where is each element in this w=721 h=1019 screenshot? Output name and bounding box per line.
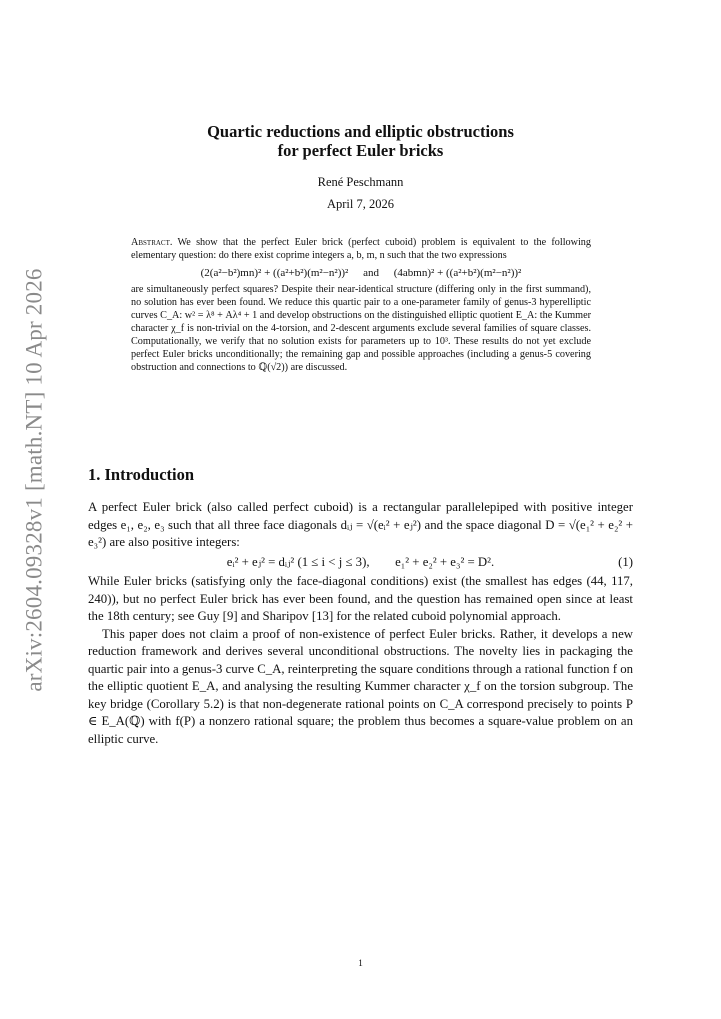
abstract-equation	[131, 267, 591, 280]
abstract-eq-and: and	[363, 267, 379, 279]
intro-paragraph-1a: A perfect Euler brick (also called perfect cuboid) is a rectangular parallelepiped with positive integer edges e₁, e₂, e₃ such that all three face diagonals dᵢⱼ = √(eᵢ² + eⱼ²) and the space diagonal D = √(e₁² + e₂² + e₃²) are also positive integers:	[88, 500, 633, 549]
intro-paragraph-1b: While Euler bricks (satisfying only the face-diagonal conditions) exist (the smallest has edges (44, 117, 240)), but no perfect Euler brick has ever been found, and the question has remained open since at least the 18th century; see Guy [9] and Sharipov [13] for the related cuboid polynomial approach.	[88, 574, 633, 623]
page-number: 1	[358, 959, 363, 969]
title-line-1: Quartic reductions and elliptic obstructions	[207, 122, 514, 141]
paper-date: April 7, 2026	[326, 197, 394, 211]
equation-1-left: eᵢ² + eⱼ² = dᵢⱼ² (1 ≤ i < j ≤ 3),	[226, 554, 370, 569]
equation-1-number: (1)	[618, 554, 633, 569]
arxiv-identifier-stamp	[18, 268, 52, 692]
abstract-paragraph-1	[131, 236, 591, 262]
intro-paragraph-2: This paper does not claim a proof of non-existence of perfect Euler bricks. Rather, it develops a new reduction framework and derives several unconditional obstructions. The novelty lies in packaging the quartic pair into a genus-3 curve C_A, reinterpreting the square conditions through a rational function f on the elliptic quotient E_A, and analysing the resulting Kummer character χ_f on the torsion subgroup. The key bridge (Corollary 5.2) is that non-degenerate rational points on C_A correspond precisely to points P ∈ E_A(ℚ) with f(P) a nonzero rational square; the problem thus becomes a square-value problem on an elliptic curve.	[88, 626, 633, 746]
introduction-body	[88, 499, 633, 748]
abstract-eq-left: (2(a²−b²)mn)² + ((a²+b²)(m²−n²))²	[200, 267, 349, 279]
equation-1	[88, 554, 633, 572]
abstract-eq-right: (4abmn)² + ((a²+b²)(m²−n²))²	[393, 267, 522, 279]
equation-1-right: e₁² + e₂² + e₃² = D².	[395, 554, 495, 569]
abstract-text-1: We show that the perfect Euler brick (perfect cuboid) problem is equivalent to the following elementary question: do there exist coprime integers a, b, m, n such that the two expressions	[131, 237, 591, 261]
abstract-heading: Abstract.	[131, 237, 173, 248]
section-heading-introduction: 1. Introduction	[88, 465, 195, 484]
abstract	[131, 236, 591, 374]
paper-title	[88, 122, 633, 160]
title-line-2: for perfect Euler bricks	[277, 141, 444, 160]
abstract-paragraph-2: are simultaneously perfect squares? Despite their near-identical structure (differing only in the first summand), no solution has ever been found. We reduce this quartic pair to a one-parameter family of genus-3 hyperelliptic curves C_A: w² = λ⁸ + Aλ⁴ + 1 and develop obstructions on the distinguished elliptic quotient E_A: the Kummer character χ_f is non-trivial on the 4-torsion, and 2-descent arguments exclude several families of square classes. Computationally, we verify that no solution exists for parameters up to 10³. These results do not yet exclude perfect Euler bricks unconditionally; the remaining gap and possible approaches (including a genus-5 covering obstruction and connections to ℚ(√2)) are discussed.	[131, 284, 591, 373]
author-name: René Peschmann	[317, 175, 404, 189]
arxiv-id-text: arXiv:2604.09328v1 [math.NT] 10 Apr 2026	[22, 268, 48, 692]
